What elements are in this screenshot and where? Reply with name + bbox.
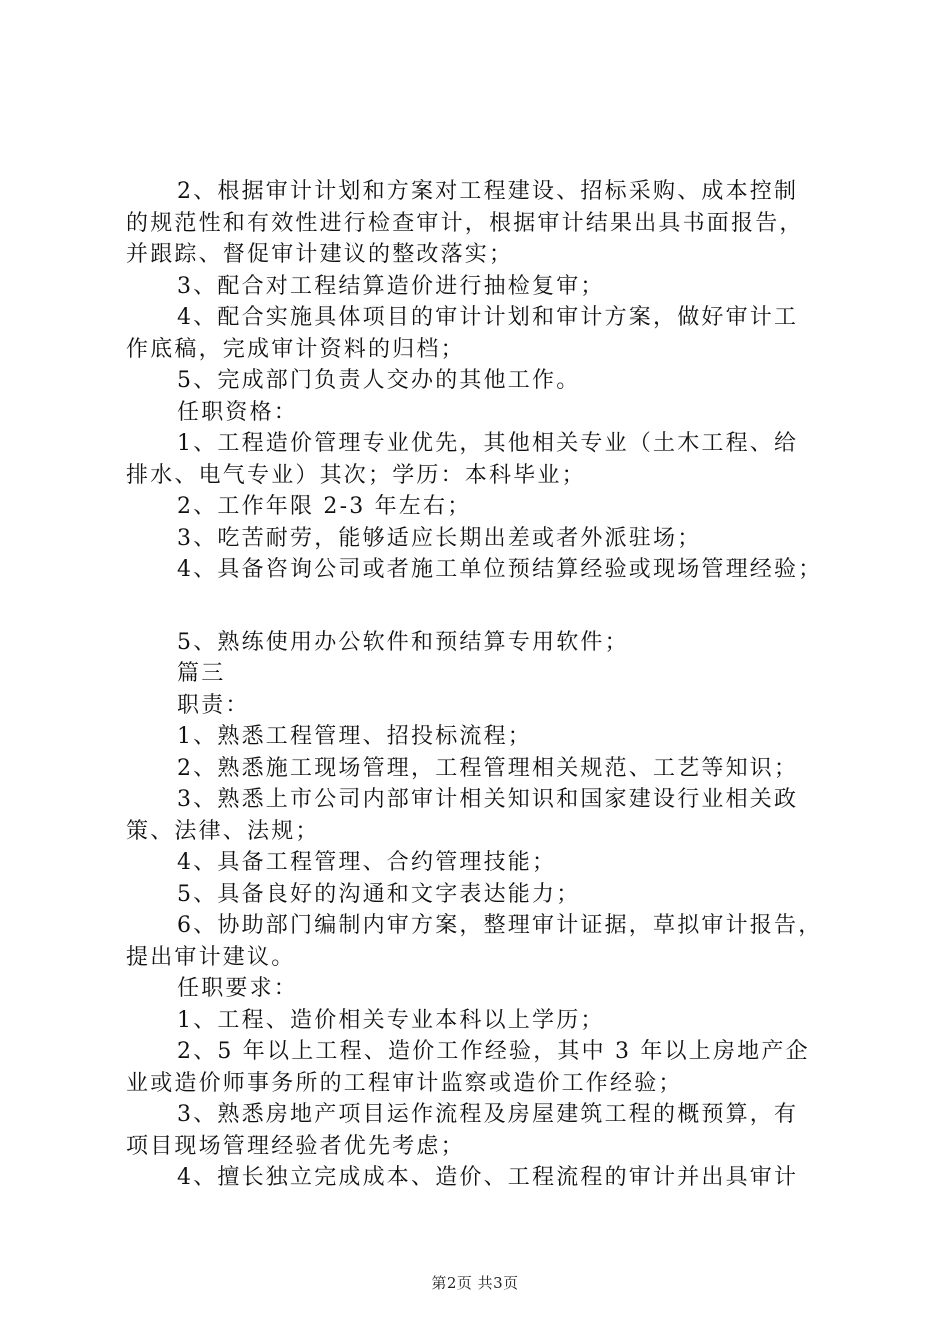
section-heading: 职责： xyxy=(177,692,250,718)
paragraph-line: 2、工作年限 2-3 年左右； xyxy=(177,494,472,519)
paragraph-line: 4、配合实施具体项目的审计计划和审计方案，做好审计工 xyxy=(177,305,799,330)
paragraph-line: 1、熟悉工程管理、招投标流程； xyxy=(177,724,532,749)
paragraph-line: 排水、电气专业）其次；学历：本科毕业； xyxy=(126,462,586,488)
paragraph-line: 2、5 年以上工程、造价工作经验，其中 3 年以上房地产企 xyxy=(177,1039,810,1064)
paragraph-line: 作底稿，完成审计资料的归档； xyxy=(126,336,465,362)
page-number-footer: 第2页 共3页 xyxy=(431,1274,519,1292)
section-heading: 任职资格： xyxy=(177,399,299,425)
paragraph-line: 3、吃苦耐劳，能够适应长期出差或者外派驻场； xyxy=(177,525,702,551)
paragraph-line: 的规范性和有效性进行检查审计，根据审计结果出具书面报告， xyxy=(126,210,804,236)
paragraph-line: 项目现场管理经验者优先考虑； xyxy=(126,1133,465,1159)
paragraph-line: 2、根据审计计划和方案对工程建设、招标采购、成本控制 xyxy=(177,179,799,204)
paragraph-line: 1、工程造价管理专业优先，其他相关专业（土木工程、给 xyxy=(177,431,799,456)
paragraph-line: 4、具备咨询公司或者施工单位预结算经验或现场管理经验； xyxy=(177,557,823,582)
paragraph-line: 4、具备工程管理、合约管理技能； xyxy=(177,850,557,875)
paragraph-line: 并跟踪、督促审计建议的整改落实； xyxy=(126,242,514,267)
paragraph-line: 3、熟悉房地产项目运作流程及房屋建筑工程的概预算，有 xyxy=(177,1102,799,1127)
paragraph-line: 3、配合对工程结算造价进行抽检复审； xyxy=(177,273,605,299)
paragraph-line: 业或造价师事务所的工程审计监察或造价工作经验； xyxy=(126,1070,683,1096)
paragraph-line: 5、具备良好的沟通和文字表达能力； xyxy=(177,881,581,907)
paragraph-line: 提出审计建议。 xyxy=(126,944,296,970)
paragraph-line: 4、擅长独立完成成本、造价、工程流程的审计并出具审计 xyxy=(177,1165,799,1190)
paragraph-line: 1、工程、造价相关专业本科以上学历； xyxy=(177,1007,605,1033)
paragraph-line: 3、熟悉上市公司内部审计相关知识和国家建设行业相关政 xyxy=(177,787,799,812)
section-heading: 任职要求： xyxy=(177,976,299,1001)
paragraph-line: 5、完成部门负责人交办的其他工作。 xyxy=(177,368,581,393)
section-title: 篇三 xyxy=(177,661,226,686)
paragraph-line: 2、熟悉施工现场管理，工程管理相关规范、工艺等知识； xyxy=(177,755,799,781)
paragraph-line: 5、熟练使用办公软件和预结算专用软件； xyxy=(177,629,629,655)
blank-gap xyxy=(126,586,846,627)
document-body xyxy=(126,176,846,1194)
paragraph-line: 6、协助部门编制内审方案，整理审计证据，草拟审计报告， xyxy=(177,913,823,938)
paragraph-line: 策、法律、法规； xyxy=(126,818,320,844)
